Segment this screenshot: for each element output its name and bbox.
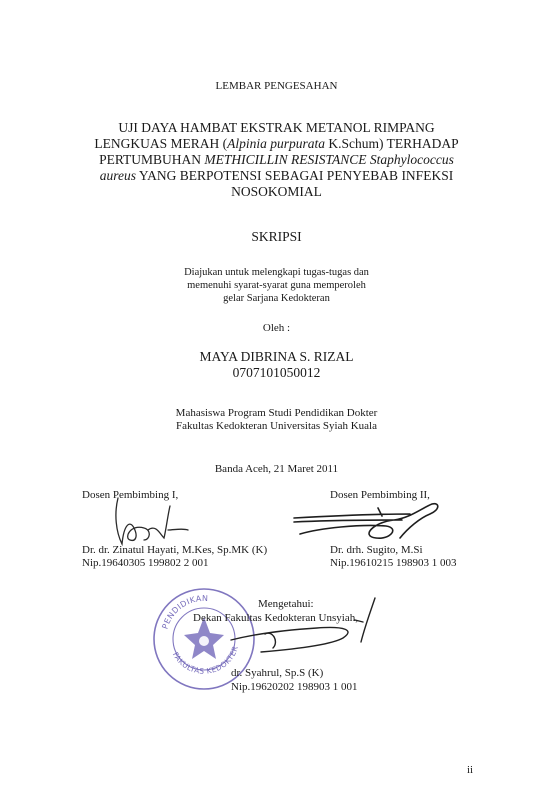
advisor2-role: Dosen Pembimbing II, [330, 489, 430, 501]
title-line-2 [0, 136, 553, 152]
advisor2-signature [290, 498, 450, 548]
title-run: PERTUMBUHAN [99, 152, 205, 167]
title-run: YANG BERPOTENSI SEBAGAI PENYEBAB INFEKSI [136, 168, 454, 183]
title-run: aureus [99, 168, 137, 183]
document-type: SKRIPSI [251, 229, 302, 244]
dean-nip: Nip.19620202 198903 1 001 [231, 681, 358, 693]
title-line-1 [0, 120, 553, 136]
program-line-1: Mahasiswa Program Studi Pendidikan Dokter [175, 407, 378, 419]
title-line-5 [0, 184, 553, 200]
title-line-4 [0, 168, 553, 184]
purpose-line-3: gelar Sarjana Kedokteran [223, 293, 330, 304]
advisor1-role: Dosen Pembimbing I, [82, 489, 179, 501]
title-run: NOSOKOMIAL [231, 184, 322, 199]
dean-name: dr. Syahrul, Sp.S (K) [231, 667, 324, 679]
place-date: Banda Aceh, 21 Maret 2011 [214, 463, 339, 475]
advisor2-name: Dr. drh. Sugito, M.Si [330, 544, 423, 556]
program-line-2: Fakultas Kedokteran Universitas Syiah Kuala [175, 420, 377, 432]
purpose-line-2: memenuhi syarat-syarat guna memperoleh [187, 280, 366, 291]
title-run: LENGKUAS MERAH ( [94, 136, 228, 151]
stamp-ring-bottom: FAKULTAS KEDOKTERAN [146, 578, 240, 676]
dean-signature [225, 590, 395, 670]
advisor1-name: Dr. dr. Zinatul Hayati, M.Kes, Sp.MK (K) [82, 544, 268, 556]
purpose-line-1: Diajukan untuk melengkapi tugas-tugas dan [184, 267, 369, 278]
page-number: ii [467, 764, 474, 776]
author-id: 0707101050012 [232, 365, 321, 380]
approval-role: Dekan Fakultas Kedokteran Unsyiah, [193, 612, 358, 624]
title-run: METHICILLIN RESISTANCE Staphylococcus [204, 152, 454, 167]
sheet-heading: LEMBAR PENGESAHAN [215, 80, 338, 92]
title-run: UJI DAYA HAMBAT EKSTRAK METANOL RIMPANG [118, 120, 435, 135]
title-run: Alpinia purpurata [227, 136, 325, 151]
title-run: K.Schum) TERHADAP [325, 136, 459, 151]
author-name: MAYA DIBRINA S. RIZAL [199, 349, 354, 364]
thesis-title [0, 120, 553, 200]
advisor2-nip: Nip.19610215 198903 1 003 [330, 557, 457, 569]
approval-label: Mengetahui: [258, 598, 314, 610]
stamp-ring-top: PENDIDIKAN [160, 593, 209, 631]
advisor1-nip: Nip.19640305 199802 2 001 [82, 557, 209, 569]
title-line-3 [0, 152, 553, 168]
by-label: Oleh : [262, 322, 291, 334]
